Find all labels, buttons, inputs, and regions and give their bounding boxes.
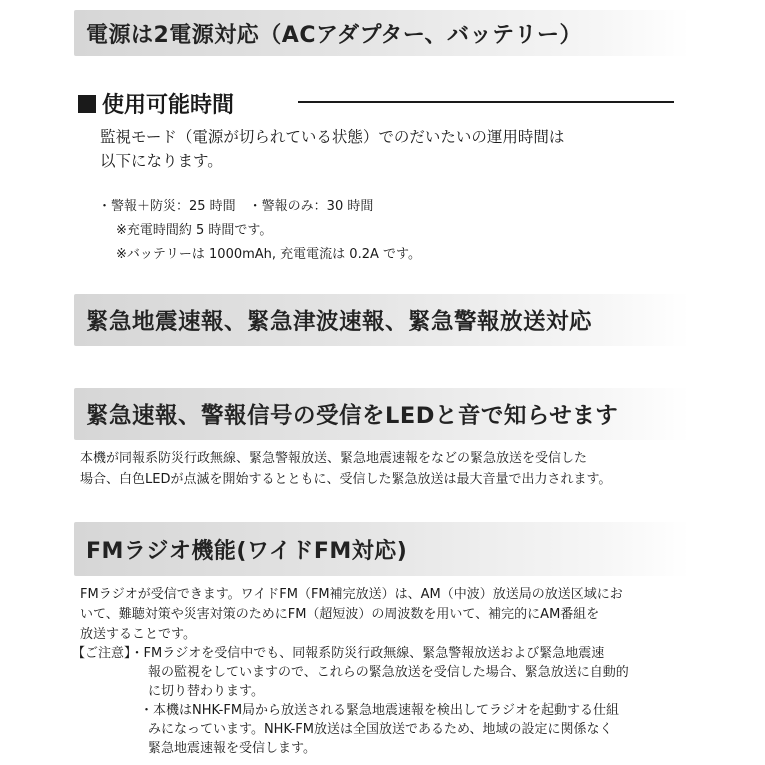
heading-rule bbox=[298, 101, 674, 103]
usage-note1: ※充電時間約 5 時間です。 bbox=[116, 223, 273, 238]
notify-body-line1: 本機が同報系防災行政無線、緊急警報放送、緊急地震速報をなどの緊急放送を受信した bbox=[80, 451, 588, 466]
fm-caution-line6: 緊急地震速報を受信します。 bbox=[148, 741, 316, 756]
usage-desc-line2: 以下になります。 bbox=[100, 152, 223, 170]
fm-body-line3: 放送することです。 bbox=[80, 627, 196, 642]
section-header-notify-text: 緊急速報、警報信号の受信をLEDと音で知らせます bbox=[86, 403, 619, 429]
usage-desc-line1: 監視モード（電源が切られている状態）でのだいたいの運用時間は bbox=[100, 128, 565, 146]
square-bullet-icon bbox=[78, 95, 96, 113]
fm-caution-line3: に切り替わります。 bbox=[148, 684, 264, 699]
fm-caution-line2: 報の監視をしていますので、これらの緊急放送を受信した場合、緊急放送に自動的 bbox=[148, 665, 629, 680]
fm-caution-line1: 【ご注意】・FMラジオを受信中でも、同報系防災行政無線、緊急警報放送および緊急地震速 bbox=[72, 646, 605, 661]
notify-body-line2: 場合、白色LEDが点滅を開始するとともに、受信した緊急放送は最大音量で出力されます。 bbox=[80, 472, 612, 487]
section-header-fm-text: FMラジオ機能(ワイドFM対応) bbox=[86, 538, 408, 564]
fm-body-line1: FMラジオが受信できます。ワイドFM（FM補完放送）は、AM（中波）放送局の放送区域にお bbox=[80, 587, 623, 602]
section-header-power-text: 電源は2電源対応（ACアダプター、バッテリー） bbox=[86, 22, 583, 48]
usage-note2: ※バッテリーは 1000mAh, 充電電流は 0.2A です。 bbox=[116, 247, 421, 262]
fm-caution-line4: ・本機はNHK-FM局から放送される緊急地震速報を検出してラジオを起動する仕組 bbox=[140, 703, 620, 718]
section-header-power bbox=[74, 10, 690, 56]
section-header-fm bbox=[74, 522, 690, 576]
section-header-notify bbox=[74, 388, 690, 440]
usage-heading-text: 使用可能時間 bbox=[102, 93, 235, 118]
usage-bullet-line: ・警報＋防災：25 時間 ・警報のみ：30 時間 bbox=[98, 199, 374, 214]
section-header-emergency bbox=[74, 294, 690, 346]
usage-heading bbox=[78, 88, 234, 119]
section-header-emergency-text: 緊急地震速報、緊急津波速報、緊急警報放送対応 bbox=[86, 309, 593, 335]
fm-body-line2: いて、難聴対策や災害対策のためにFM（超短波）の周波数を用いて、補完的にAM番組を bbox=[80, 607, 600, 622]
fm-caution-line5: みになっています。NHK-FM放送は全国放送であるため、地域の設定に関係なく bbox=[148, 722, 613, 737]
